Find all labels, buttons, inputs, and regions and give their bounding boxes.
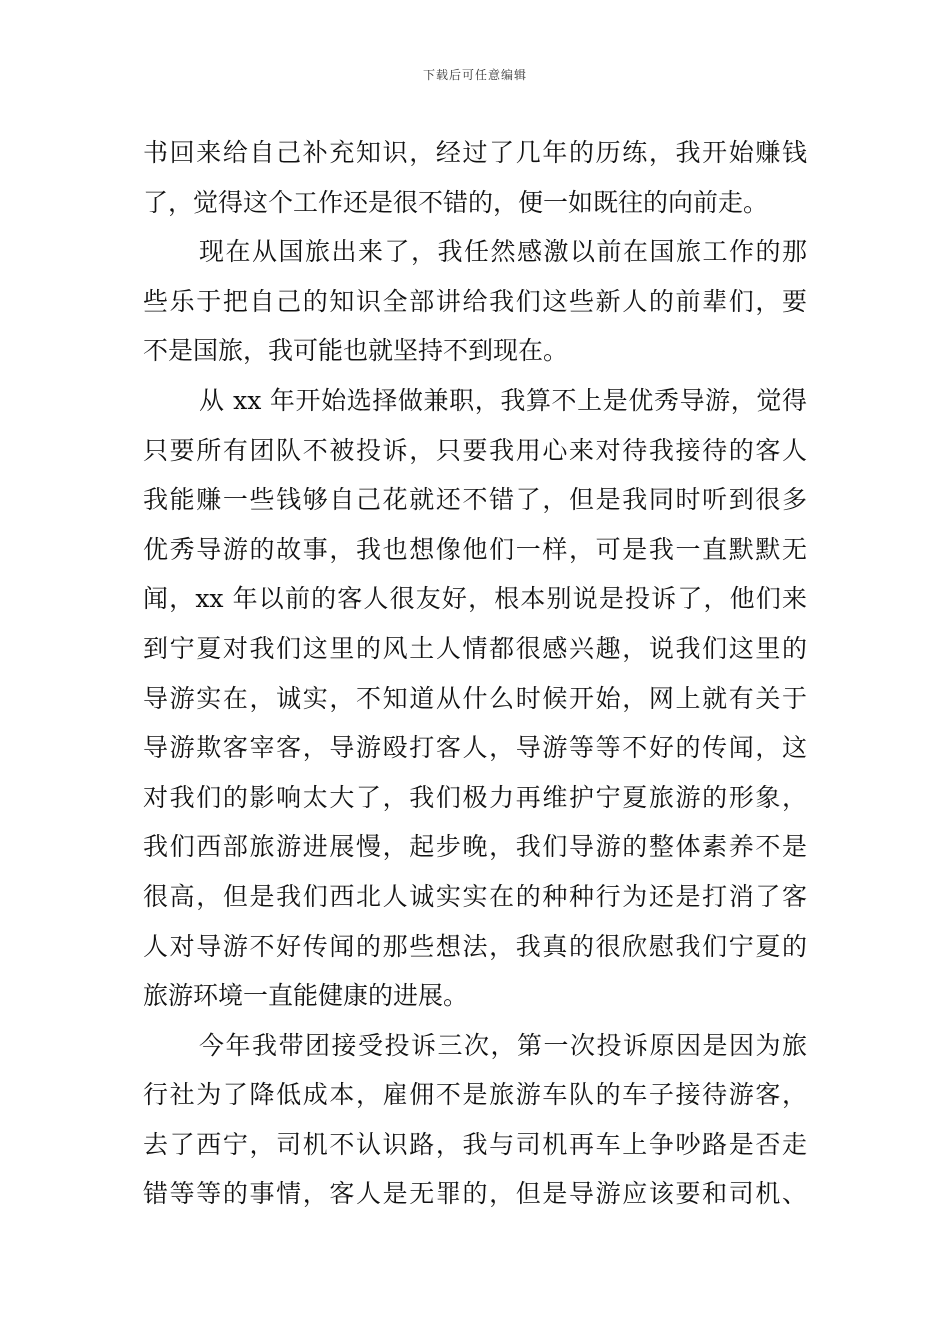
document-body — [143, 128, 807, 1219]
text-line: 导游欺客宰客，导游殴打客人，导游等等不好的传闻，这 — [143, 733, 807, 763]
text-line: 我能赚一些钱够自己花就还不错了，但是我同时听到很多 — [143, 485, 807, 515]
text-line: 闻，xx 年以前的客人很友好，根本别说是投诉了，他们来 — [143, 584, 807, 614]
text-line: 只要所有团队不被投诉，只要我用心来对待我接待的客人 — [143, 435, 807, 465]
text-line: 些乐于把自己的知识全部讲给我们这些新人的前辈们，要 — [143, 286, 807, 316]
text-line: 行社为了降低成本，雇佣不是旅游车队的车子接待游客， — [143, 1080, 807, 1110]
page-header-note: 下载后可任意编辑 — [422, 68, 527, 82]
text-line: 今年我带团接受投诉三次，第一次投诉原因是因为旅 — [199, 1030, 807, 1060]
text-line: 到宁夏对我们这里的风土人情都很感兴趣，说我们这里的 — [143, 633, 807, 663]
text-line: 书回来给自己补充知识，经过了几年的历练，我开始赚钱 — [143, 138, 807, 167]
paragraph-3 — [143, 376, 807, 1021]
text-line: 错等等的事情，客人是无罪的，但是导游应该要和司机、 — [143, 1179, 807, 1209]
text-line: 不是国旅，我可能也就坚持不到现在。 — [143, 336, 569, 366]
paragraph-2 — [143, 227, 807, 376]
text-line: 对我们的影响太大了，我们极力再维护宁夏旅游的形象， — [143, 782, 807, 812]
text-line: 旅游环境一直能健康的进展。 — [143, 981, 469, 1011]
text-line: 了，觉得这个工作还是很不错的，便一如既往的向前走。 — [143, 187, 769, 217]
text-line: 人对导游不好传闻的那些想法，我真的很欣慰我们宁夏的 — [143, 931, 807, 961]
text-line: 现在从国旅出来了，我任然感激以前在国旅工作的那 — [199, 237, 807, 267]
paragraph-4 — [143, 1021, 807, 1219]
paragraph-1 — [143, 128, 807, 227]
text-line: 很高，但是我们西北人诚实实在的种种行为还是打消了客 — [143, 881, 807, 911]
text-line: 去了西宁，司机不认识路，我与司机再车上争吵路是否走 — [143, 1129, 807, 1159]
text-line: 我们西部旅游进展慢，起步晚，我们导游的整体素养不是 — [143, 832, 807, 862]
text-line: 从 xx 年开始选择做兼职，我算不上是优秀导游，觉得 — [199, 385, 807, 415]
text-line: 导游实在，诚实，不知道从什么时候开始，网上就有关于 — [143, 683, 807, 713]
text-line: 优秀导游的故事，我也想像他们一样，可是我一直默默无 — [143, 534, 807, 564]
